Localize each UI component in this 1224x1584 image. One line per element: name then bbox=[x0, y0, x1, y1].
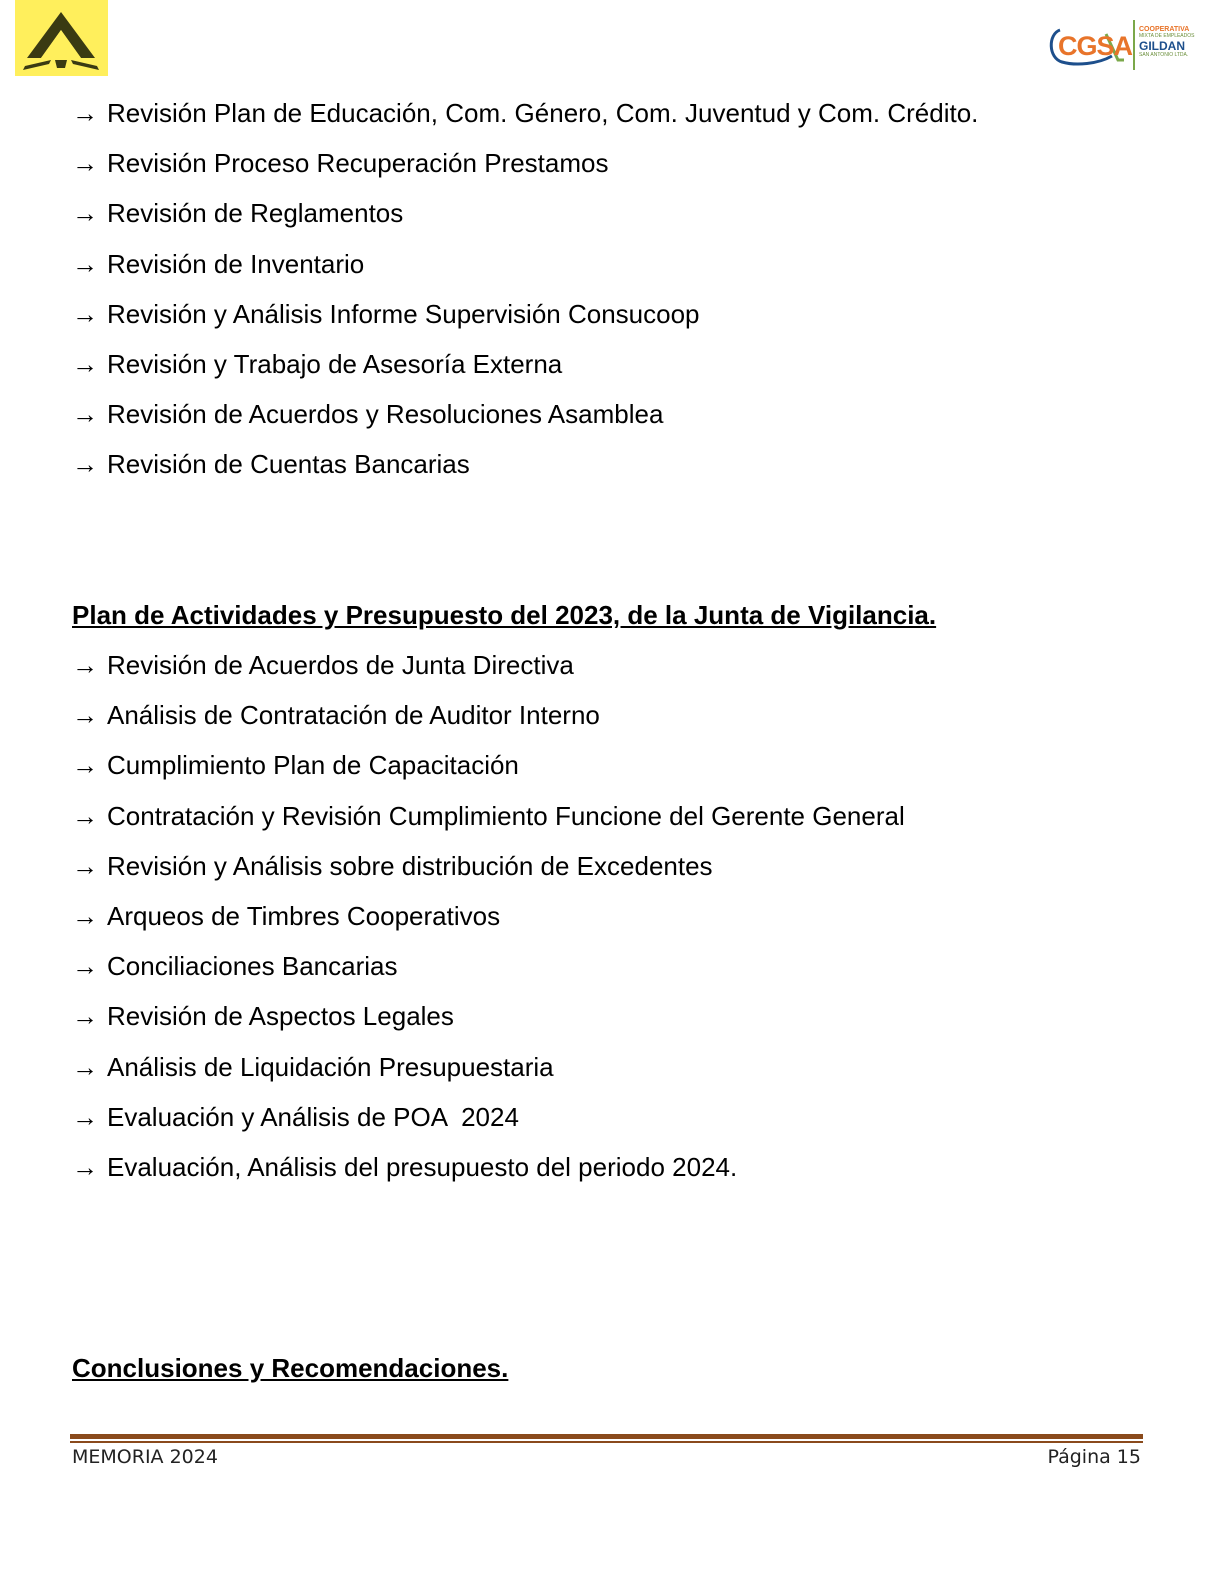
list-item: → Revisión de Reglamentos bbox=[72, 188, 978, 238]
brand-line-4: SAN ANTONIO LTDA. bbox=[1139, 52, 1189, 58]
list-item: → Revisión y Análisis Informe Supervisión Consucoop bbox=[72, 289, 978, 339]
list-item: → Análisis de Liquidación Presupuestaria bbox=[72, 1042, 905, 1092]
arrow-icon: → bbox=[72, 248, 98, 279]
arrow-icon: → bbox=[72, 750, 98, 781]
arrow-icon: → bbox=[72, 850, 98, 881]
list-item: → Cumplimiento Plan de Capacitación bbox=[72, 740, 905, 790]
arrow-icon: → bbox=[72, 298, 98, 329]
list-item: → Revisión Plan de Educación, Com. Género, Com. Juventud y Com. Crédito. bbox=[72, 88, 978, 138]
arrow-icon: → bbox=[72, 900, 98, 931]
list-item: → Revisión Proceso Recuperación Prestamos bbox=[72, 138, 978, 188]
arrow-icon: → bbox=[72, 700, 98, 731]
list-item: → Revisión de Cuentas Bancarias bbox=[72, 439, 978, 489]
arrow-icon: → bbox=[72, 800, 98, 831]
list-item: → Evaluación, Análisis del presupuesto del periodo 2024. bbox=[72, 1142, 905, 1192]
arrow-icon: → bbox=[72, 148, 98, 179]
list-item: → Conciliaciones Bancarias bbox=[72, 941, 905, 991]
page-number: Página 15 bbox=[1047, 1446, 1141, 1468]
brand-line-1: COOPERATIVA bbox=[1139, 26, 1190, 33]
cooperative-logo bbox=[15, 0, 108, 76]
arrow-icon: → bbox=[72, 1001, 98, 1032]
list-item: → Revisión de Acuerdos de Junta Directiva bbox=[72, 640, 905, 690]
arrow-icon: → bbox=[72, 449, 98, 480]
list-item: → Revisión de Inventario bbox=[72, 239, 978, 289]
list-item: → Revisión de Aspectos Legales bbox=[72, 991, 905, 1041]
arrow-icon: → bbox=[72, 1151, 98, 1182]
footer-divider bbox=[70, 1434, 1143, 1444]
list-item: → Revisión de Acuerdos y Resoluciones Asamblea bbox=[72, 389, 978, 439]
list-item: → Análisis de Contratación de Auditor Interno bbox=[72, 690, 905, 740]
arrow-icon: → bbox=[72, 650, 98, 680]
list-item: → Revisión y Trabajo de Asesoría Externa bbox=[72, 339, 978, 389]
brand-line-3: GILDAN bbox=[1139, 39, 1185, 53]
arrow-icon: → bbox=[72, 951, 98, 982]
section-heading-plan: Plan de Actividades y Presupuesto del 2023, de la Junta de Vigilancia. bbox=[72, 600, 937, 630]
section-heading-conclusions: Conclusiones y Recomendaciones. bbox=[72, 1353, 509, 1383]
list-item: → Revisión y Análisis sobre distribución de Excedentes bbox=[72, 841, 905, 891]
arrow-icon: → bbox=[72, 1051, 98, 1082]
list-item: → Arqueos de Timbres Cooperativos bbox=[72, 891, 905, 941]
arrow-icon: → bbox=[72, 198, 98, 229]
brand-line-2: MIXTA DE EMPLEADOS bbox=[1139, 33, 1195, 39]
list-item: → Evaluación y Análisis de POA 2024 bbox=[72, 1092, 905, 1142]
activities-list bbox=[72, 640, 905, 1192]
list-item: → Contratación y Revisión Cumplimiento Funcione del Gerente General bbox=[72, 791, 905, 841]
pine-tree-icon bbox=[15, 0, 108, 76]
cgsa-wordmark: CGSA bbox=[1058, 31, 1133, 61]
arrow-icon: → bbox=[72, 1101, 98, 1132]
footer-title: MEMORIA 2024 bbox=[72, 1446, 218, 1468]
logo-divider bbox=[1133, 20, 1135, 70]
arrow-icon: → bbox=[72, 399, 98, 430]
cgsa-logo bbox=[1046, 18, 1208, 72]
arrow-icon: → bbox=[72, 348, 98, 379]
review-list bbox=[72, 88, 978, 490]
arrow-icon: → bbox=[72, 98, 98, 128]
brand-text bbox=[1139, 26, 1194, 58]
